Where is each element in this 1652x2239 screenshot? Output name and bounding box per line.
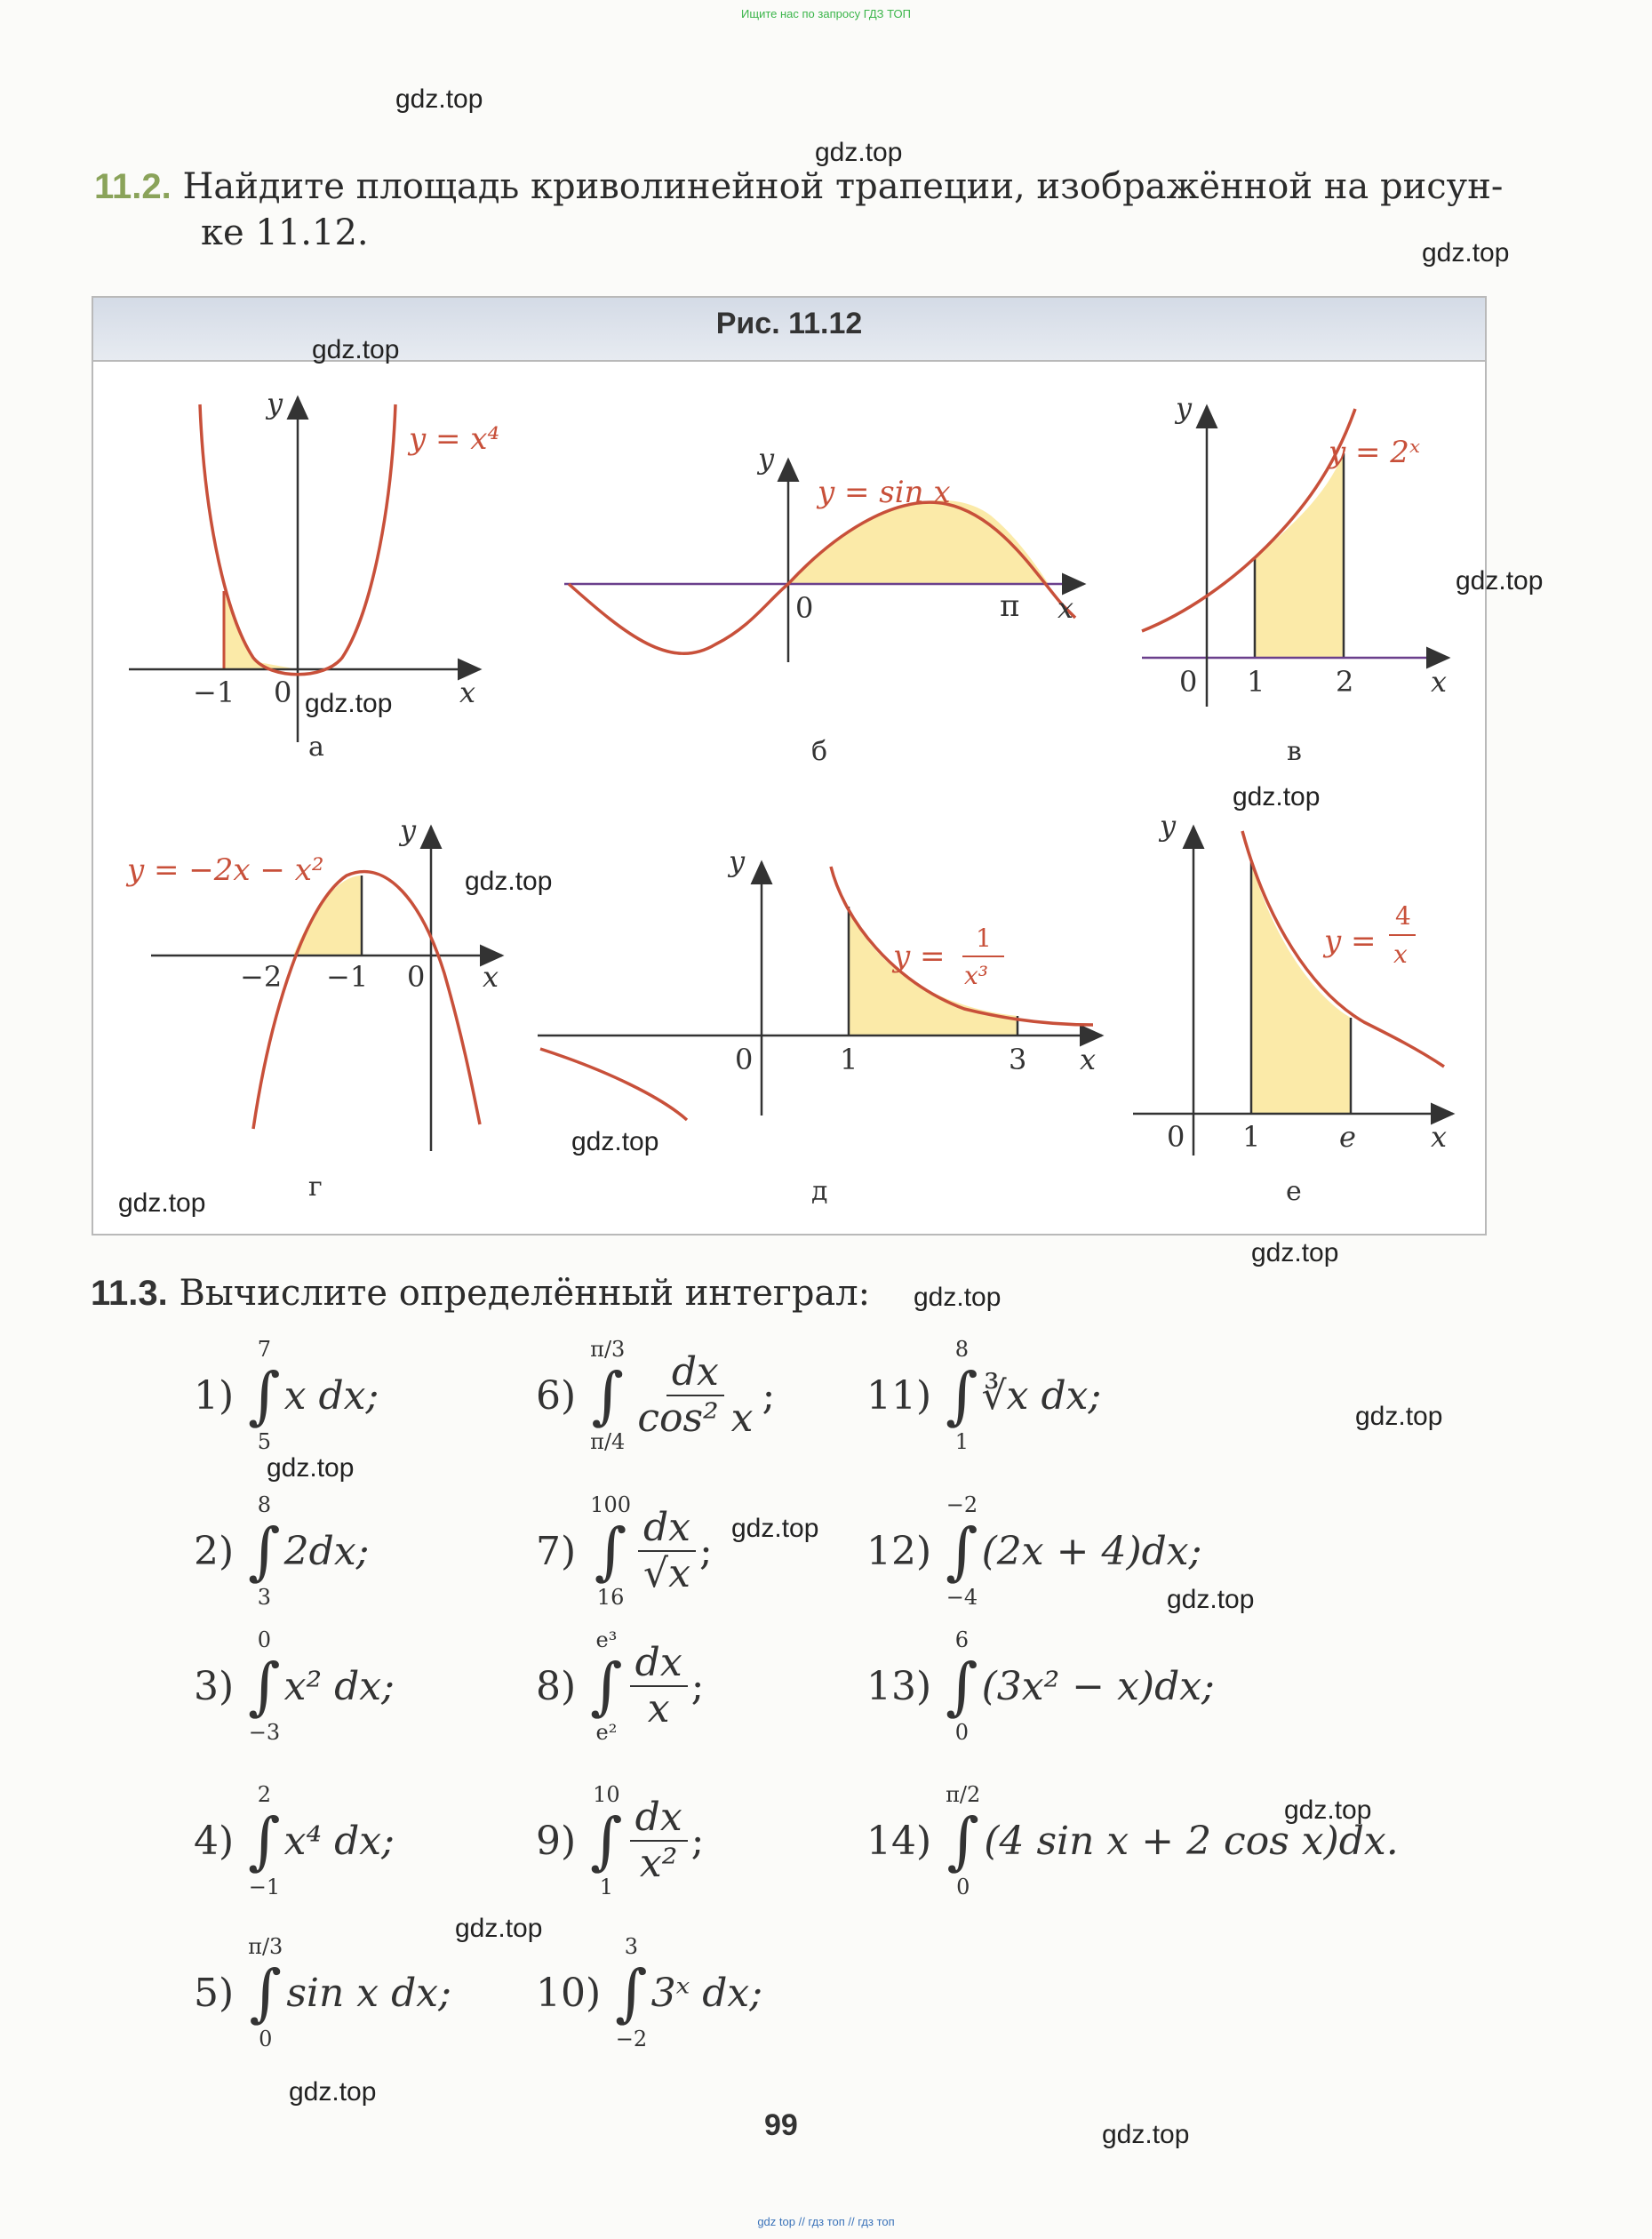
watermark: gdz.top [1422, 238, 1510, 268]
watermark: gdz.top [305, 689, 393, 718]
figure-graphs [93, 298, 1485, 1234]
item-number: 10) [536, 1970, 602, 2016]
integrand: (3x² − x)dx; [981, 1663, 1215, 1709]
watermark: gdz.top [1167, 1585, 1255, 1614]
panel-v-tick-label: 2 [1336, 665, 1354, 699]
panel-a-tick-label: −1 [193, 676, 235, 709]
panel-a-letter: а [308, 732, 324, 763]
lower-limit: −4 [946, 1585, 978, 1610]
lower-limit: 5 [257, 1429, 272, 1454]
panel-g-tick-label: 0 [407, 960, 426, 994]
panel-e-y-label: y [1160, 809, 1177, 843]
upper-limit: 3 [624, 1934, 639, 1959]
integral-8: 8) e³ ∫ e² $\frac{dx}{x}$ ; [536, 1627, 705, 1745]
integral-14: 14) π/2 ∫ 0 (4 sin x + 2 cos x)dx. [866, 1782, 1399, 1899]
panel-g-letter: г [308, 1171, 323, 1203]
panel-d-x-label: x [1080, 1043, 1097, 1076]
integral-7: 7) 100 ∫ 16 $\frac{dx}{√x}$ ; [536, 1492, 713, 1610]
lower-limit: 3 [257, 1585, 272, 1610]
panel-b-tick-label: 0 [795, 591, 814, 625]
integral-13: 13) 6 ∫ 0 (3x² − x)dx; [866, 1627, 1215, 1745]
integral-3: 3) 0 ∫ −3 x² dx; [194, 1627, 395, 1745]
denominator: √x [643, 1551, 690, 1596]
watermark: gdz.top [1456, 566, 1544, 596]
watermark: gdz.top [914, 1283, 1002, 1312]
upper-limit: 8 [257, 1492, 272, 1517]
task-text-line1: Найдите площадь криволинейной трапеции, изображённой на рисун- [182, 166, 1504, 207]
watermark: gdz.top [571, 1127, 659, 1156]
upper-limit: 6 [954, 1627, 970, 1652]
upper-limit: π/2 [946, 1782, 981, 1807]
upper-limit: 8 [954, 1337, 970, 1362]
integrand: ∛x dx; [981, 1372, 1102, 1419]
denominator: x [647, 1686, 670, 1731]
lower-limit: −3 [248, 1720, 281, 1745]
task-11-3 [91, 1271, 870, 1315]
item-number: 14) [866, 1818, 932, 1864]
panel-g-function-label: y = −2x − x² [127, 852, 324, 888]
task-number: 11.3. [91, 1274, 168, 1313]
task-text-line2: ке 11.12. [201, 212, 369, 253]
figure-title: Рис. 11.12 [715, 307, 863, 340]
panel-b-x-label: x [1057, 591, 1074, 625]
watermark: gdz.top [815, 138, 903, 167]
integral-10: 10) 3 ∫ −2 3ˣ dx; [536, 1934, 763, 2051]
watermark: gdz.top [118, 1188, 206, 1218]
integrand: 2dx; [283, 1528, 370, 1574]
upper-limit: 100 [590, 1492, 631, 1517]
integral-4: 4) 2 ∫ −1 x⁴ dx; [194, 1782, 395, 1899]
numerator: dx [630, 1795, 688, 1842]
lower-limit: 1 [954, 1429, 970, 1454]
watermark: gdz.top [731, 1514, 819, 1543]
item-number: 3) [194, 1663, 235, 1709]
item-number: 5) [194, 1970, 235, 2016]
panel-e-function-num: 4 [1395, 901, 1411, 931]
integral-11: 11) 8 ∫ 1 ∛x dx; [866, 1337, 1102, 1454]
upper-limit: π/3 [248, 1934, 283, 1959]
lower-limit: −1 [248, 1875, 281, 1899]
upper-limit: 10 [593, 1782, 620, 1807]
figure-11-12 [92, 296, 1544, 1235]
watermark: gdz.top [1251, 1238, 1339, 1267]
panel-v-function-label: y = 2ˣ [1329, 435, 1421, 470]
item-number: 7) [536, 1528, 577, 1574]
upper-limit: −2 [946, 1492, 978, 1517]
panel-e [1133, 809, 1453, 1207]
integrand: sin x dx; [286, 1970, 451, 2016]
numerator: dx [630, 1641, 688, 1687]
panel-g-tick-label: −2 [240, 960, 283, 994]
item-number: 6) [536, 1372, 577, 1419]
integrand: (2x + 4)dx; [981, 1528, 1202, 1574]
panel-d-tick-label: 1 [840, 1043, 858, 1076]
watermark: gdz.top [465, 867, 553, 896]
watermark: gdz.top [1355, 1402, 1443, 1431]
panel-a-y-label: y [267, 387, 283, 420]
upper-limit: e³ [595, 1627, 618, 1652]
integral-2: 2) 8 ∫ 3 2dx; [194, 1492, 370, 1610]
panel-a-function-label: y = x⁴ [409, 421, 500, 457]
integral-1: 1) 7 ∫ 5 x dx; [194, 1337, 379, 1454]
item-number: 12) [866, 1528, 932, 1574]
upper-limit: 0 [257, 1627, 272, 1652]
panel-g-curve [253, 872, 480, 1129]
panel-b-tick-label: π [1000, 588, 1020, 624]
lower-limit: 0 [956, 1875, 970, 1899]
panel-g-y-label: y [400, 813, 417, 847]
panel-v [1142, 391, 1448, 767]
lower-limit: −2 [615, 2027, 648, 2051]
integrand: (4 sin x + 2 cos x)dx. [984, 1818, 1399, 1864]
tail: ; [698, 1528, 713, 1574]
task-11-2 [94, 164, 1516, 209]
item-number: 13) [866, 1663, 932, 1709]
top-promo-note: Ищите нас по запросу ГДЗ ТОП [741, 7, 911, 20]
integrand: x⁴ dx; [283, 1818, 395, 1864]
panel-v-x-label: x [1431, 665, 1448, 699]
lower-limit: 1 [599, 1875, 614, 1899]
panel-d-letter: д [811, 1176, 828, 1207]
watermark: gdz.top [1102, 2120, 1190, 2149]
lower-limit: 0 [259, 2027, 273, 2051]
panel-b-y-label: y [758, 442, 775, 476]
task-text: Вычислите определённый интеграл: [179, 1273, 871, 1314]
item-number: 2) [194, 1528, 235, 1574]
lower-limit: 0 [954, 1720, 970, 1745]
panel-e-function-label: y = [1324, 924, 1377, 959]
upper-limit: 7 [257, 1337, 272, 1362]
panel-b-function-label: y = sin x [818, 475, 951, 510]
panel-a-x-label: x [459, 676, 476, 709]
lower-limit: 16 [596, 1585, 625, 1610]
item-number: 8) [536, 1663, 577, 1709]
panel-d-tick-label: 0 [735, 1043, 754, 1076]
panel-g-x-label: x [483, 960, 499, 994]
panel-e-tick-label: e [1339, 1120, 1356, 1154]
integrand: x dx; [283, 1372, 379, 1419]
task-number: 11.2. [94, 167, 172, 206]
watermark: gdz.top [1284, 1795, 1372, 1825]
panel-v-y-label: y [1176, 391, 1193, 425]
watermark: gdz.top [289, 2077, 377, 2107]
integral-12: 12) −2 ∫ −4 (2x + 4)dx; [866, 1492, 1202, 1610]
panel-b-letter: б [811, 736, 828, 767]
panel-d-function-den: x³ [964, 961, 989, 990]
item-number: 11) [866, 1372, 932, 1419]
upper-limit: π/3 [590, 1337, 626, 1362]
panel-g-tick-label: −1 [326, 960, 369, 994]
denominator: cos² x [637, 1395, 754, 1441]
item-number: 9) [536, 1818, 577, 1864]
footer-note: gdz top // гдз топ // гдз топ [757, 2215, 895, 2228]
panel-v-shaded-area [1255, 453, 1344, 658]
integrand: 3ˣ dx; [650, 1970, 763, 2016]
panel-e-letter: е [1286, 1176, 1302, 1207]
panel-d-function-label: y = [893, 939, 946, 974]
integral-5: 5) π/3 ∫ 0 sin x dx; [194, 1934, 451, 2051]
panel-b [564, 442, 1084, 767]
panel-g [125, 813, 502, 1203]
panel-v-letter: в [1287, 736, 1302, 767]
watermark: gdz.top [455, 1914, 543, 1943]
denominator: x² [639, 1841, 678, 1886]
item-number: 4) [194, 1818, 235, 1864]
panel-e-x-label: x [1431, 1120, 1448, 1154]
watermark: gdz.top [395, 84, 483, 114]
panel-d-y-label: y [729, 844, 746, 878]
panel-d-curve [540, 1049, 687, 1120]
panel-d-function-num: 1 [976, 924, 992, 953]
integral-9: 9) 10 ∫ 1 $\frac{dx}{\text{x²}}$ ; [536, 1782, 705, 1899]
tail: ; [690, 1663, 705, 1709]
lower-limit: e² [595, 1720, 618, 1745]
upper-limit: 2 [257, 1782, 272, 1807]
panel-d-tick-label: 3 [1009, 1043, 1027, 1076]
panel-a-shaded-area [224, 591, 298, 669]
page-number: 99 [764, 2108, 798, 2142]
watermark: gdz.top [312, 335, 400, 364]
tail: ; [762, 1372, 776, 1419]
integral-6: 6) π/3 ∫ π/4 $\frac{dx}{\text{cos² x}}$ ; [536, 1337, 776, 1454]
panel-v-tick-label: 1 [1247, 665, 1265, 699]
integrand: x² dx; [283, 1663, 395, 1709]
panel-e-tick-label: 1 [1242, 1120, 1261, 1154]
item-number: 1) [194, 1372, 235, 1419]
panel-v-tick-label: 0 [1179, 665, 1198, 699]
numerator: dx [638, 1506, 696, 1552]
panel-e-function-den: x [1393, 940, 1408, 969]
numerator: dx [666, 1350, 724, 1396]
panel-e-tick-label: 0 [1167, 1120, 1185, 1154]
panel-a-tick-label: 0 [274, 676, 292, 709]
tail: ; [690, 1818, 705, 1864]
lower-limit: π/4 [590, 1429, 626, 1454]
watermark: gdz.top [267, 1453, 355, 1483]
watermark: gdz.top [1233, 782, 1321, 812]
